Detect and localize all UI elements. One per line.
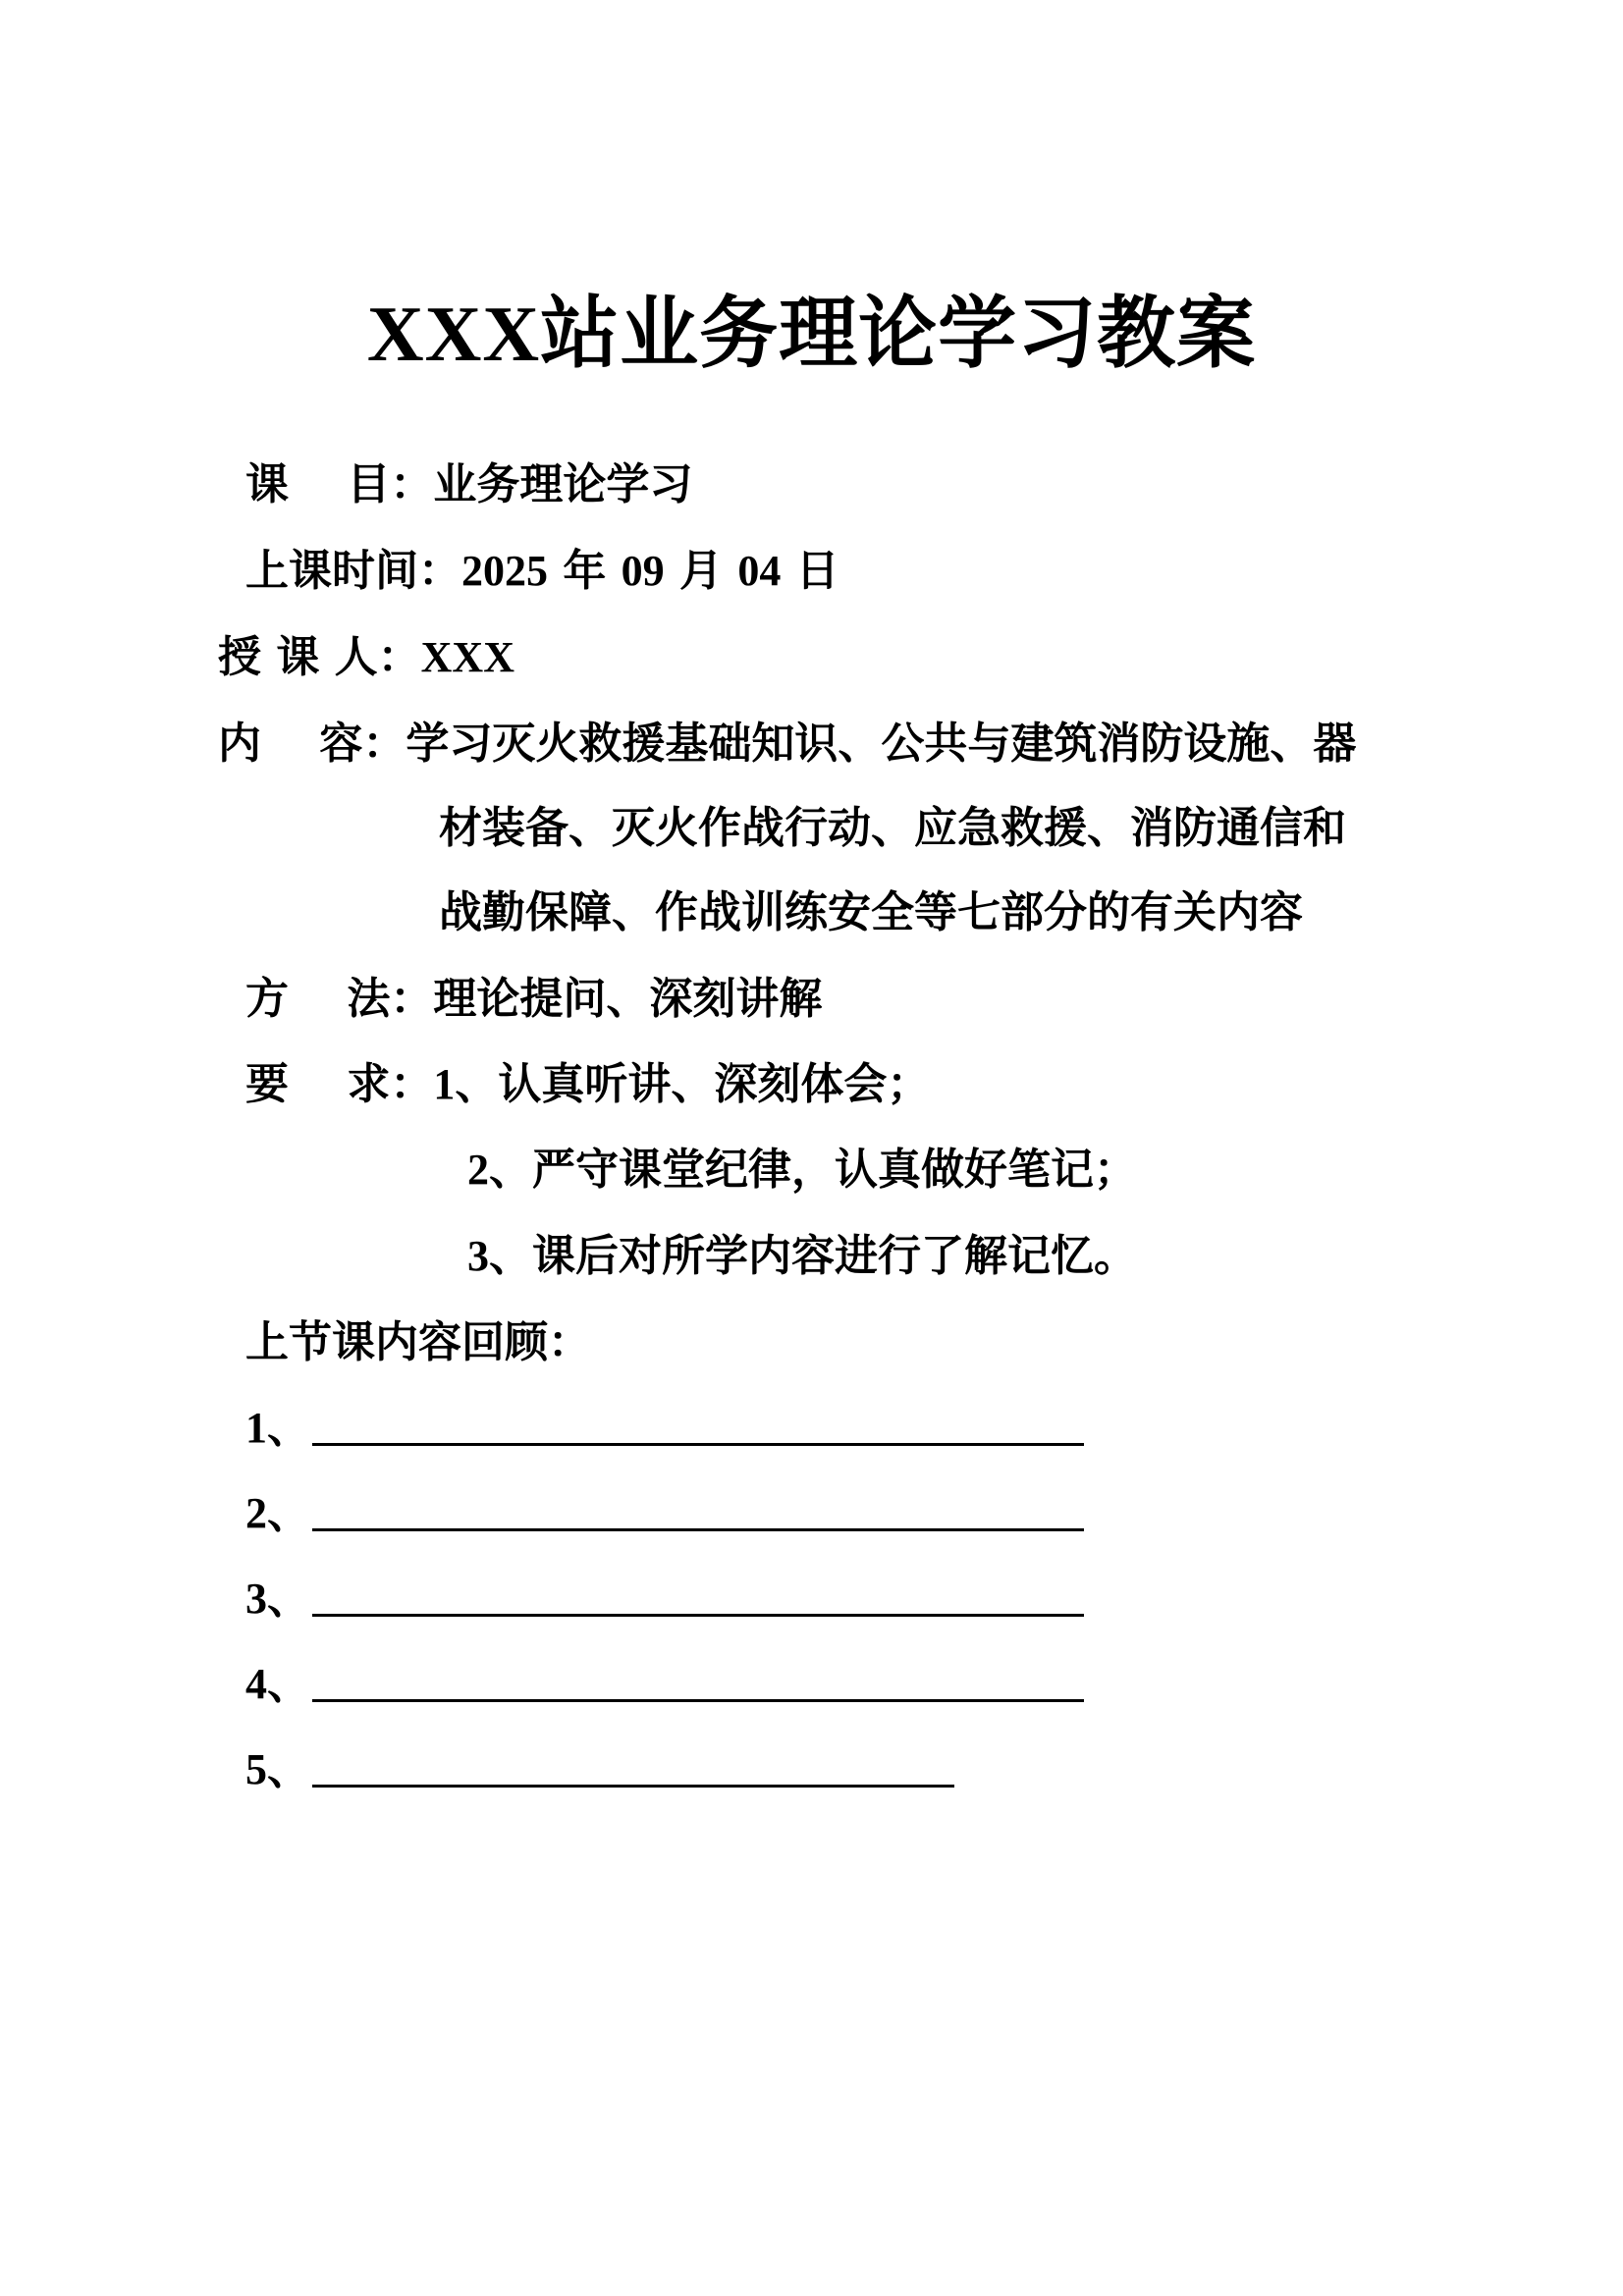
review-heading xyxy=(245,1313,591,1372)
time-year: 2025 xyxy=(461,547,548,595)
method-row xyxy=(245,970,822,1029)
subject-row xyxy=(245,455,692,514)
content-line-2: 材装备、灭火作战行动、应急救援、消防通信和 xyxy=(439,803,1346,853)
subject-label: 课 目： xyxy=(245,459,434,509)
review-item-num: 4 xyxy=(245,1660,267,1708)
requirement-text: 、严守课堂纪律，认真做好笔记； xyxy=(489,1145,1137,1195)
review-item-2-number xyxy=(245,1484,310,1543)
review-item-3-blank[interactable] xyxy=(312,1614,1084,1617)
review-item-num: 3 xyxy=(245,1575,267,1623)
teacher-label: 授 课 人： xyxy=(218,632,421,682)
content-label: 内 容： xyxy=(218,719,406,769)
requirement-num: 2 xyxy=(467,1146,489,1194)
review-item-5-blank[interactable] xyxy=(312,1785,954,1788)
time-month: 09 xyxy=(621,547,665,595)
review-item-5-number xyxy=(245,1740,310,1799)
time-label: 上课时间： xyxy=(245,546,461,596)
content-line-3: 战勤保障、作战训练安全等七部分的有关内容 xyxy=(439,887,1303,937)
review-item-1-number xyxy=(245,1399,310,1458)
requirements-label: 要 求： xyxy=(245,1059,434,1109)
requirement-num: 3 xyxy=(467,1232,489,1280)
content-line-3-row xyxy=(439,883,1303,942)
title-latin: XXX xyxy=(366,292,541,378)
review-item-sep: 、 xyxy=(267,1744,310,1794)
requirement-item-2 xyxy=(467,1141,1137,1200)
requirement-text: 、认真听讲、深刻体会； xyxy=(455,1059,931,1109)
review-item-sep: 、 xyxy=(267,1488,310,1538)
method-value: 理论提问、深刻讲解 xyxy=(433,974,823,1024)
title-cjk: 站业务理论学习教案 xyxy=(540,288,1257,379)
requirement-item-3 xyxy=(467,1227,1137,1286)
time-year-unit: 年 xyxy=(563,546,607,596)
time-month-unit: 月 xyxy=(678,546,723,596)
review-item-sep: 、 xyxy=(267,1403,310,1453)
review-item-3-number xyxy=(245,1570,310,1629)
teacher-value: XXX xyxy=(420,633,514,681)
content-line-1: 学习灭火救援基础知识、公共与建筑消防设施、器 xyxy=(406,719,1357,769)
teacher-row xyxy=(218,628,514,687)
review-item-1-blank[interactable] xyxy=(312,1443,1084,1446)
review-item-4-number xyxy=(245,1655,310,1714)
review-item-num: 1 xyxy=(245,1404,267,1452)
review-heading-text: 上节课内容回顾： xyxy=(245,1317,591,1367)
review-item-sep: 、 xyxy=(267,1574,310,1624)
content-line-2-row xyxy=(439,799,1346,858)
requirement-num: 1 xyxy=(433,1060,456,1108)
requirement-text: 、课后对所学内容进行了解记忆。 xyxy=(489,1231,1137,1281)
review-item-2-blank[interactable] xyxy=(312,1528,1084,1531)
content-row xyxy=(218,715,1356,774)
method-label: 方 法： xyxy=(245,974,434,1024)
time-row xyxy=(245,542,839,601)
requirements-row xyxy=(245,1055,930,1114)
time-day: 04 xyxy=(737,547,782,595)
review-item-sep: 、 xyxy=(267,1659,310,1709)
subject-value: 业务理论学习 xyxy=(433,459,693,509)
review-item-4-blank[interactable] xyxy=(312,1699,1084,1702)
review-item-num: 5 xyxy=(245,1745,267,1793)
review-item-num: 2 xyxy=(245,1489,267,1537)
document-title xyxy=(0,285,1623,384)
time-day-unit: 日 xyxy=(795,546,839,596)
